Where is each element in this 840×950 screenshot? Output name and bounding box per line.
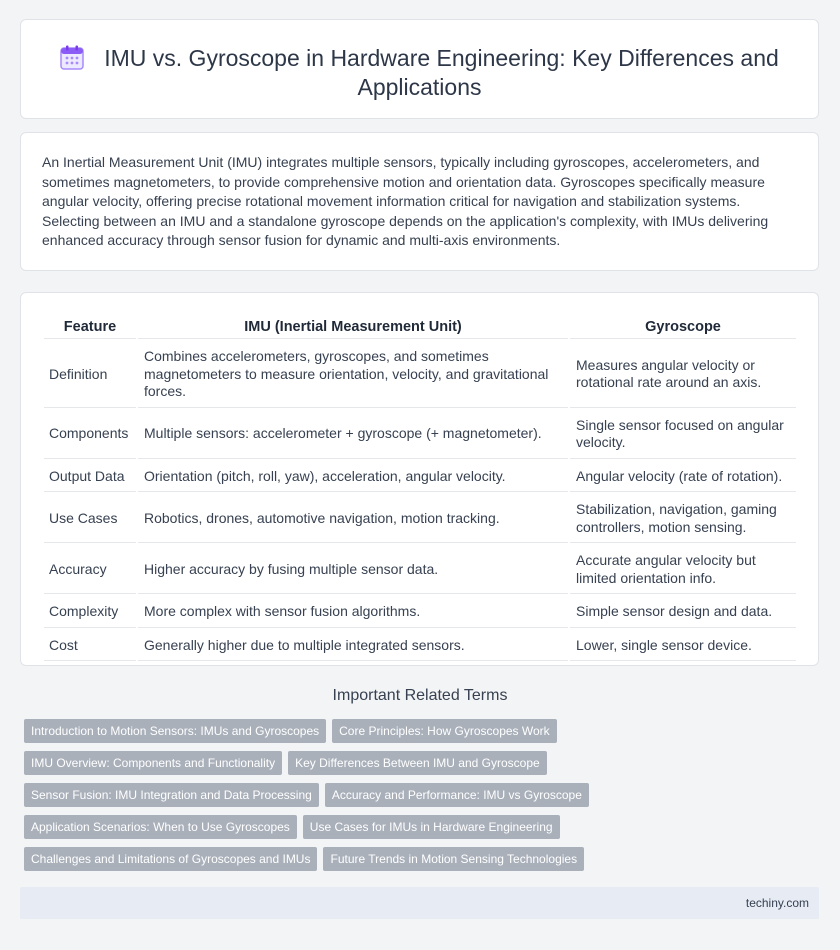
feature-cell: Use Cases xyxy=(44,494,136,543)
table-row xyxy=(44,341,796,408)
related-term-tag[interactable]: IMU Overview: Components and Functionality xyxy=(24,751,282,775)
related-term-tag[interactable]: Future Trends in Motion Sensing Technologies xyxy=(323,847,584,871)
feature-cell: Complexity xyxy=(44,596,136,628)
imu-cell: Higher accuracy by fusing multiple sensor data. xyxy=(138,545,568,594)
header-gyroscope: Gyroscope xyxy=(570,315,796,339)
feature-cell: Accuracy xyxy=(44,545,136,594)
footer-site-link[interactable]: techiny.com xyxy=(745,896,809,910)
related-terms-list xyxy=(24,719,624,879)
imu-cell: More complex with sensor fusion algorithms. xyxy=(138,596,568,628)
tag-row xyxy=(24,719,624,751)
feature-cell: Definition xyxy=(44,341,136,408)
gyroscope-cell: Single sensor focused on angular velocity. xyxy=(570,410,796,459)
footer xyxy=(20,887,819,919)
table-row xyxy=(44,630,796,662)
related-term-tag[interactable]: Introduction to Motion Sensors: IMUs and Gyroscopes xyxy=(24,719,326,743)
table-row xyxy=(44,545,796,594)
comparison-table xyxy=(42,313,798,663)
header-card xyxy=(20,19,819,119)
feature-cell: Cost xyxy=(44,630,136,662)
related-terms-heading: Important Related Terms xyxy=(332,687,508,704)
related-term-tag[interactable]: Key Differences Between IMU and Gyroscope xyxy=(288,751,547,775)
gyroscope-cell: Stabilization, navigation, gaming controllers, motion sensing. xyxy=(570,494,796,543)
table-header-row xyxy=(44,315,796,339)
feature-cell: Output Data xyxy=(44,461,136,493)
header-feature: Feature xyxy=(44,315,136,339)
table-row xyxy=(44,461,796,493)
intro-paragraph: An Inertial Measurement Unit (IMU) integrates multiple sensors, typically including gyroscopes, accelerometers, and sometimes magnetometers, to provide comprehensive motion and orientation data. Gyroscopes specifically measure angular velocity, offering precise rotational movement information critical for navigation and stabilization systems. Selecting between an IMU and a standalone gyroscope depends on the application's complexity, with IMUs delivering enhanced accuracy through sensor fusion for dynamic and multi-axis environments. xyxy=(42,154,769,249)
intro-card xyxy=(20,132,819,271)
table-row xyxy=(44,596,796,628)
page-title: IMU vs. Gyroscope in Hardware Engineering: Key Differences and Applications xyxy=(104,45,779,100)
gyroscope-cell: Measures angular velocity or rotational rate around an axis. xyxy=(570,341,796,408)
comparison-card xyxy=(20,292,819,666)
related-term-tag[interactable]: Challenges and Limitations of Gyroscopes and IMUs xyxy=(24,847,317,871)
related-term-tag[interactable]: Use Cases for IMUs in Hardware Engineering xyxy=(303,815,560,839)
gyroscope-cell: Lower, single sensor device. xyxy=(570,630,796,662)
related-term-tag[interactable]: Accuracy and Performance: IMU vs Gyroscope xyxy=(325,783,589,807)
gyroscope-cell: Accurate angular velocity but limited orientation info. xyxy=(570,545,796,594)
imu-cell: Combines accelerometers, gyroscopes, and sometimes magnetometers to measure orientation, velocity, and gravitational forces. xyxy=(138,341,568,408)
tag-row xyxy=(24,815,624,847)
tag-row xyxy=(24,847,624,879)
gyroscope-cell: Simple sensor design and data. xyxy=(570,596,796,628)
related-term-tag[interactable]: Application Scenarios: When to Use Gyroscopes xyxy=(24,815,297,839)
calendar-icon xyxy=(60,45,84,71)
imu-cell: Multiple sensors: accelerometer + gyroscope (+ magnetometer). xyxy=(138,410,568,459)
imu-cell: Orientation (pitch, roll, yaw), acceleration, angular velocity. xyxy=(138,461,568,493)
table-row xyxy=(44,494,796,543)
related-term-tag[interactable]: Sensor Fusion: IMU Integration and Data Processing xyxy=(24,783,319,807)
feature-cell: Components xyxy=(44,410,136,459)
imu-cell: Generally higher due to multiple integrated sensors. xyxy=(138,630,568,662)
imu-cell: Robotics, drones, automotive navigation, motion tracking. xyxy=(138,494,568,543)
tag-row xyxy=(24,783,624,815)
page-title-wrap xyxy=(21,44,818,102)
tag-row xyxy=(24,751,624,783)
related-term-tag[interactable]: Core Principles: How Gyroscopes Work xyxy=(332,719,557,743)
header-imu: IMU (Inertial Measurement Unit) xyxy=(138,315,568,339)
gyroscope-cell: Angular velocity (rate of rotation). xyxy=(570,461,796,493)
table-row xyxy=(44,410,796,459)
